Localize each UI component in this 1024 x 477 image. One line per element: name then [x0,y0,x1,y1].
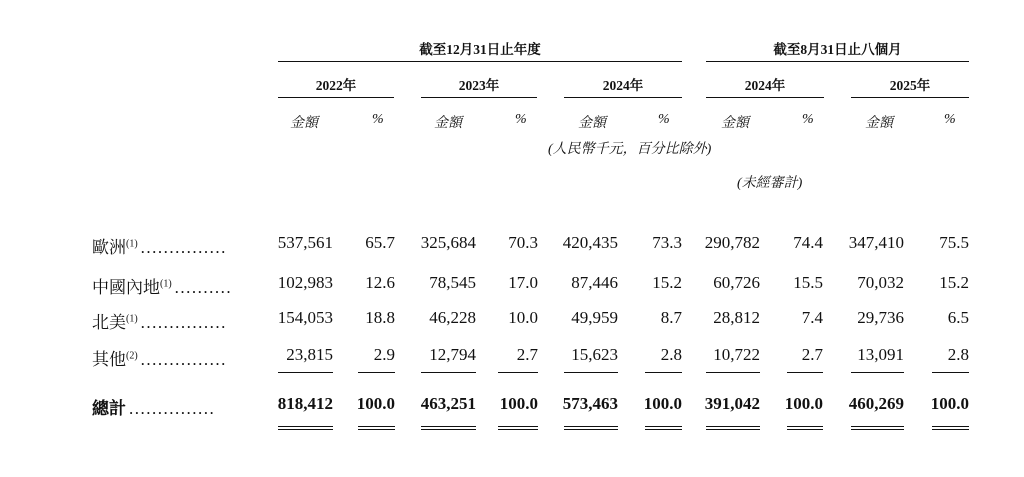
year-rule-2024-full [564,97,682,98]
row-0-cell-7: 74.4 [793,233,823,252]
unaudited-note: (未經審計) [737,176,803,191]
subtotal-rule [564,372,618,373]
row-3-cell-6: 10,722 [713,345,760,364]
percent-header-2025: % [944,112,956,127]
row-0-leader-dots: ............... [140,238,227,257]
row-1-cell-9: 15.2 [939,273,969,292]
total-cell-2: 463,251 [420,394,476,413]
row-0-cell-4: 420,435 [562,233,618,252]
total-cell-6: 391,042 [704,394,760,413]
row-0-label [92,233,227,258]
total-double-rule [645,426,682,430]
year-header-2024-eight: 2024年 [744,78,786,93]
total-double-rule [932,426,969,430]
row-1-cell-5: 15.2 [652,273,682,292]
row-0-label-text: 歐洲 [92,238,126,257]
total-double-rule [706,426,760,430]
total-double-rule [787,426,823,430]
row-2-cell-6: 28,812 [713,308,760,327]
row-3-cell-8: 13,091 [857,345,904,364]
row-3-cell-4: 15,623 [571,345,618,364]
row-1-cell-1: 12.6 [365,273,395,292]
total-cell-0: 818,412 [277,394,333,413]
row-3-cell-0: 23,815 [286,345,333,364]
row-2-cell-7: 7.4 [801,308,823,327]
amount-header-2024-eight: 金額 [721,116,749,131]
total-label [92,394,215,419]
subtotal-rule [645,372,682,373]
row-1-label-text: 中國內地 [92,278,160,297]
year-rule-2024-eight [706,97,824,98]
total-double-rule [358,426,395,430]
row-0-cell-2: 325,684 [420,233,476,252]
row-1-cell-3: 17.0 [508,273,538,292]
total-double-rule [851,426,904,430]
total-cell-1: 100.0 [356,394,395,413]
total-label-text: 總計 [92,399,126,418]
year-rule-2022 [278,97,394,98]
row-2-cell-0: 154,053 [277,308,333,327]
row-2-cell-4: 49,959 [571,308,618,327]
amount-header-2025: 金額 [865,116,893,131]
row-1-cell-2: 78,545 [429,273,476,292]
year-rule-2025 [851,97,969,98]
row-1-cell-4: 87,446 [571,273,618,292]
row-3-cell-9: 2.8 [947,345,969,364]
total-double-rule [421,426,476,430]
year-header-2023: 2023年 [458,78,500,93]
total-cell-8: 460,269 [848,394,904,413]
unit-note: (人民幣千元，百分比除外) [548,142,712,157]
row-2-cell-1: 18.8 [365,308,395,327]
row-0-footnote-ref: (1) [126,238,138,250]
row-3-footnote-ref: (2) [126,350,138,362]
row-2-cell-9: 6.5 [947,308,969,327]
year-rule-2023 [421,97,537,98]
row-3-cell-3: 2.7 [516,345,538,364]
row-2-label [92,308,227,333]
total-double-rule [278,426,333,430]
percent-header-2024-full: % [658,112,670,127]
row-3-label [92,345,227,370]
row-1-footnote-ref: (1) [160,278,172,290]
year-header-2025: 2025年 [889,78,931,93]
row-2-cell-2: 46,228 [429,308,476,327]
row-0-cell-1: 65.7 [365,233,395,252]
row-3-cell-1: 2.9 [373,345,395,364]
row-1-cell-7: 15.5 [793,273,823,292]
row-3-cell-7: 2.7 [801,345,823,364]
group-header-eight-months-rule [706,61,969,62]
total-cell-7: 100.0 [784,394,823,413]
percent-header-2024-eight: % [802,112,814,127]
subtotal-rule [421,372,476,373]
row-3-label-text: 其他 [92,350,126,369]
total-cell-4: 573,463 [562,394,618,413]
row-0-cell-6: 290,782 [704,233,760,252]
subtotal-rule [706,372,760,373]
year-header-2022: 2022年 [315,78,357,93]
subtotal-rule [787,372,823,373]
subtotal-rule [498,372,538,373]
row-3-leader-dots: ............... [140,350,227,369]
subtotal-rule [851,372,904,373]
percent-header-2022: % [372,112,384,127]
row-1-cell-0: 102,983 [277,273,333,292]
amount-header-2023: 金額 [434,116,462,131]
row-2-label-text: 北美 [92,313,126,332]
row-2-footnote-ref: (1) [126,313,138,325]
row-0-cell-9: 75.5 [939,233,969,252]
row-1-leader-dots: .......... [174,278,233,297]
row-0-cell-8: 347,410 [848,233,904,252]
total-double-rule [564,426,618,430]
row-1-label [92,273,232,298]
total-double-rule [498,426,538,430]
row-2-leader-dots: ............... [140,313,227,332]
row-1-cell-6: 60,726 [713,273,760,292]
subtotal-rule [932,372,969,373]
row-3-cell-5: 2.8 [660,345,682,364]
row-3-cell-2: 12,794 [429,345,476,364]
group-header-eight-months: 截至8月31日止八個月 [773,42,902,57]
subtotal-rule [278,372,333,373]
row-1-cell-8: 70,032 [857,273,904,292]
amount-header-2022: 金額 [290,116,318,131]
total-cell-3: 100.0 [499,394,538,413]
row-0-cell-3: 70.3 [508,233,538,252]
row-2-cell-3: 10.0 [508,308,538,327]
subtotal-rule [358,372,395,373]
row-0-cell-5: 73.3 [652,233,682,252]
amount-header-2024-full: 金額 [578,116,606,131]
group-header-full-year: 截至12月31日止年度 [419,42,541,57]
row-2-cell-5: 8.7 [660,308,682,327]
row-0-cell-0: 537,561 [277,233,333,252]
year-header-2024-full: 2024年 [602,78,644,93]
total-leader-dots: ............... [129,399,216,418]
row-2-cell-8: 29,736 [857,308,904,327]
group-header-full-year-rule [278,61,682,62]
percent-header-2023: % [515,112,527,127]
total-cell-5: 100.0 [643,394,682,413]
total-cell-9: 100.0 [930,394,969,413]
